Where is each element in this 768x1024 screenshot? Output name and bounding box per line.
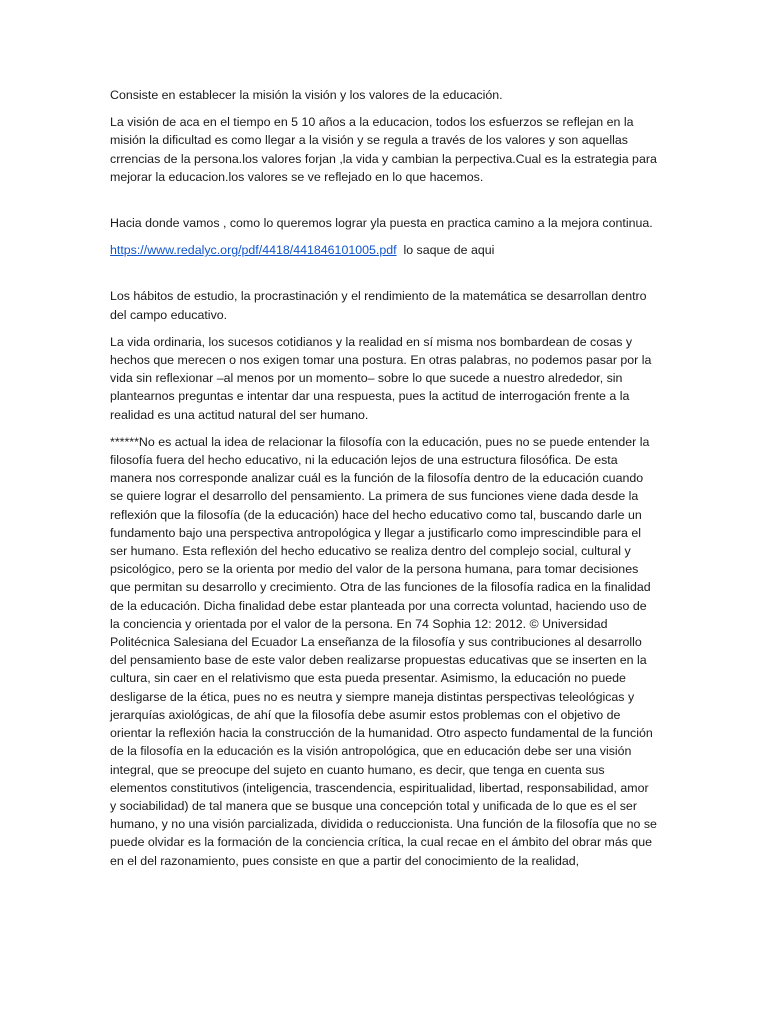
- paragraph-ordinary-life: La vida ordinaria, los sucesos cotidianos y la realidad en sí misma nos bombardean de cosas y hechos que merecen o nos exigen tomar una postura. En otras palabras, no podemos pasar por la vida sin reflexionar –al menos por un momento– sobre lo que sucede a nuestro alrededor, sin plantearnos preguntas e intentar dar una respuesta, pues la actitud de interrogación frente a la realidad es una actitud natural del ser humano.: [110, 334, 652, 422]
- source-link[interactable]: https://www.redalyc.org/pdf/4418/441846101005.pdf: [110, 243, 397, 258]
- source-note: lo saque de aqui: [403, 243, 495, 258]
- paragraph-direction: Hacia donde vamos , como lo queremos lograr yla puesta en practica camino a la mejora continua.: [110, 216, 653, 231]
- paragraph-philosophy-education: ******No es actual la idea de relacionar la filosofía con la educación, pues no se puede entender la filosofía fuera del hecho educativo, ni la educación lejos de una estructura filosófica. De esta manera nos corresponde analizar cuál es la función de la filosofía dentro de la educación cuando se quiere lograr el desarrollo del pensamiento. La primera de sus funciones viene dada desde la reflexión que la filosofía (de la educación) hace del hecho educativo como tal, buscando darle un fundamento bajo una perspectiva antropológica y llegar a justificarlo como imprescindible para el ser humano. Esta reflexión del hecho educativo se realiza dentro del complejo social, cultural y psicológico, pero se la orienta por medio del valor de la persona humana, para tomar decisiones que permitan su desarrollo y crecimiento. Otra de las funciones de la filosofía radica en la finalidad de la educación. Dicha finalidad debe estar planteada por una correcta voluntad, haciendo uso de la conciencia y orientada por el valor de la persona. En 74 Sophia 12: 2012. © Universidad Politécnica Salesiana del Ecuador La enseñanza de la filosofía y sus contribuciones al desarrollo del pensamiento base de este valor deben realizarse propuestas educativas que se inserten en la cultura, sin caer en el relativismo que esta pueda presentar. Asimismo, la educación no puede desligarse de la ética, pues no es neutra y siempre maneja distintas perspectivas teleológicas y jerarquías axiológicas, de ahí que la filosofía debe asumir estos problemas con el objetivo de orientar la reflexión hacia la construcción de la humanidad. Otro aspecto fundamental de la función de la filosofía en la educación es la visión antropológica, que en educación debe ser una visión integral, que se preocupe del sujeto en cuanto humano, es decir, que tenga en cuenta sus elementos constitutivos (inteligencia, trascendencia, espiritualidad, libertad, responsabilidad, amor y sociabilidad) de tal manera que se busque una concepción total y unificada de lo que es el ser humano, y no una visión parcializada, dividida o reduccionista. Una función de la filosofía que no se puede olvidar es la formación de la conciencia crítica, la cual recae en el ámbito del obrar más que en el del razonamiento, pues consiste en que a partir del conocimiento de la realidad,: [110, 434, 657, 868]
- paragraph-vision: La visión de aca en el tiempo en 5 10 años a la educacion, todos los esfuerzos se reflejan en la misión la dificultad es como llegar a la visión y se regula a través de los valores y son aquellas crrencias de la persona.los valores forjan ,la vida y cambian la perpectiva.Cual es la estrategia para mejorar la educacion.los valores se ve reflejado en lo que hacemos.: [110, 115, 657, 184]
- document-page: [110, 86, 658, 879]
- paragraph-study-habits: Los hábitos de estudio, la procrastinación y el rendimiento de la matemática se desarrollan dentro del campo educativo.: [110, 289, 647, 322]
- paragraph-mission: Consiste en establecer la misión la visión y los valores de la educación.: [110, 88, 503, 102]
- source-line: [110, 241, 658, 259]
